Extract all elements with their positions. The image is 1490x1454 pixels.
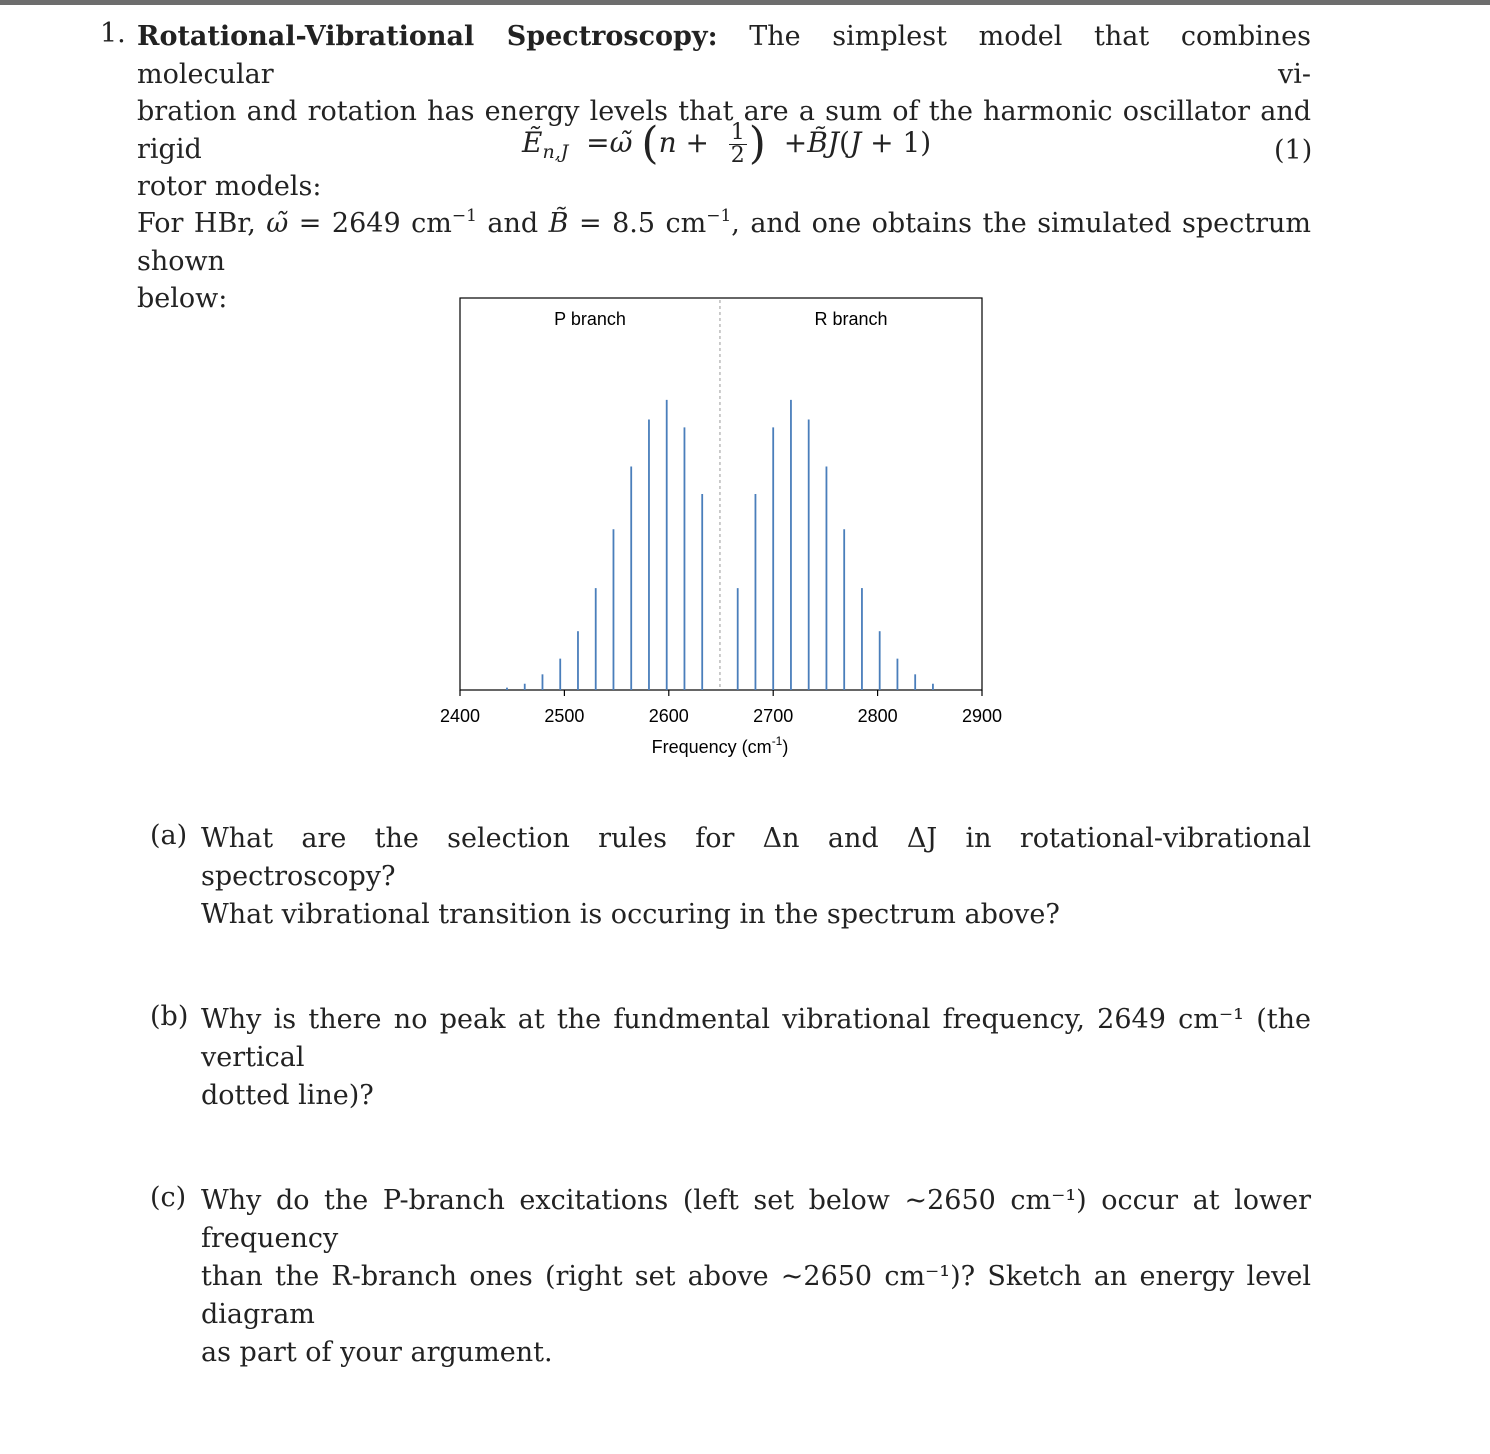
question-c-line-2: than the R-branch ones (right set above ~2650 cm⁻¹)? Sketch an energy level diagram [201, 1261, 1311, 1330]
question-c-line-1: Why do the P-branch excitations (left set below ~2650 cm⁻¹) occur at lower frequency [201, 1185, 1311, 1254]
param-text-end: , and one obtains the simulated spectrum shown [137, 208, 1311, 277]
question-b [201, 1001, 1311, 1115]
x-tick-label: 2500 [544, 706, 585, 726]
question-a [201, 820, 1311, 934]
problem-number: 1. [100, 18, 126, 49]
question-b-line-1: Why is there no peak at the fundmental vibrational frequency, 2649 cm⁻¹ (the vertical [201, 1004, 1311, 1073]
x-tick-label: 2600 [648, 706, 689, 726]
param-text-start: For HBr, [137, 208, 256, 239]
x-tick-label: 2800 [857, 706, 898, 726]
and-word: and [487, 208, 539, 239]
question-c-label: (c) [150, 1182, 187, 1213]
intro-line-3: rotor models: [137, 171, 322, 202]
question-c-line-3: as part of your argument. [201, 1337, 553, 1368]
question-a-line-1: What are the selection rules for Δn and ΔJ in rotational-vibrational spectroscopy? [201, 823, 1311, 892]
intro-line-1: The simplest model that combines molecular vi- [137, 21, 1311, 90]
x-tick-label: 2400 [439, 706, 481, 726]
x-tick-label: 2900 [961, 706, 1003, 726]
b-value: 8.5 cm [612, 208, 707, 239]
p-branch-label: P branch [554, 309, 626, 329]
x-axis-label: Frequency $(cm^{-1})$ [651, 734, 789, 757]
equation-number: (1) [1274, 135, 1313, 166]
question-b-line-2: dotted line)? [201, 1080, 374, 1111]
energy-equation: Ẽn,J =ω̃ (n + $\frac{1}{2}$ ) +B̃J(J + 1) [522, 118, 932, 169]
question-a-line-2: What vibrational transition is occuring in the spectrum above? [201, 899, 1060, 930]
question-a-label: (a) [150, 820, 188, 851]
problem-parameters: For HBr, ω̃ = 2649 $cm^{-1}$ and B̃ = 8.5 $cm^{-1}$, and one obtains the simulated spectrum shown below: [137, 205, 1311, 318]
question-c [201, 1182, 1311, 1372]
x-tick-label: 2700 [753, 706, 794, 726]
intro-line-2: bration and rotation has energy levels that are a sum of the harmonic oscillator and rigid [137, 96, 1311, 165]
r-branch-label: R branch [814, 309, 888, 329]
omega-value: 2649 cm [331, 208, 452, 239]
param-text-below: below: [137, 283, 228, 314]
question-b-label: (b) [150, 1001, 189, 1032]
problem-title: Rotational-Vibrational Spectroscopy: [137, 21, 718, 52]
plot-frame [460, 298, 982, 690]
